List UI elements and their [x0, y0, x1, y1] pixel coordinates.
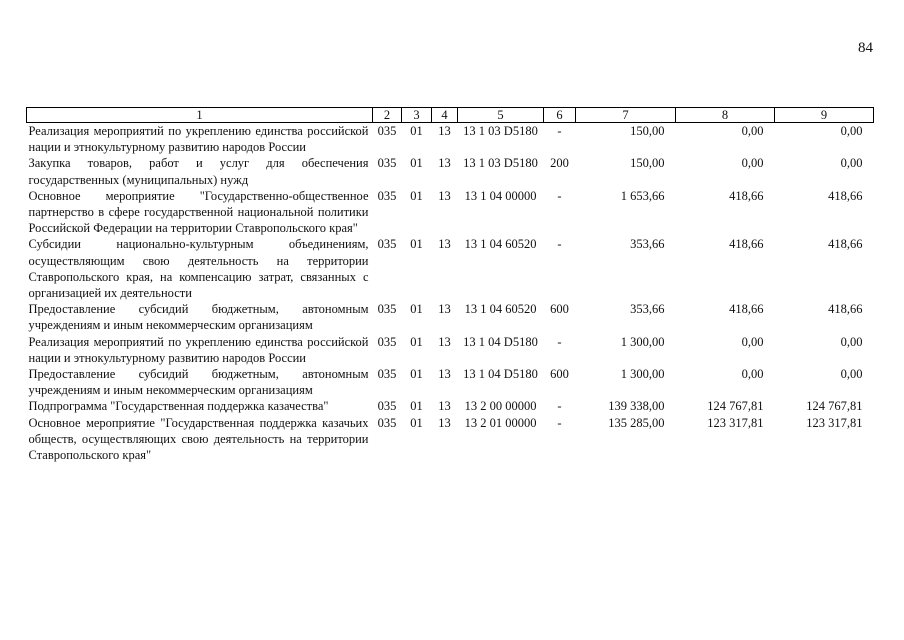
section-code: 01	[410, 415, 423, 430]
item-name: Реализация мероприятий по укреплению единства российской нации и этнокультурному развитию народов России	[28, 334, 369, 365]
expense-type-code: -	[557, 188, 562, 203]
subsection-code: 13	[438, 124, 451, 138]
column-header-row	[27, 108, 874, 123]
amount-col9: 124 767,81	[806, 399, 863, 414]
table-row	[27, 188, 874, 237]
section-code: 01	[410, 124, 423, 138]
budget-table	[26, 107, 874, 463]
target-article-code: 13 2 00 00000	[464, 399, 537, 414]
amount-col8: 123 317,81	[707, 415, 764, 430]
admin-code: 035	[377, 415, 397, 430]
table-row	[27, 398, 874, 414]
subsection-code: 13	[438, 334, 451, 349]
item-name: Закупка товаров, работ и услуг для обеспечения государственных (муниципальных) нужд	[28, 156, 369, 187]
column-header: 6	[544, 108, 576, 123]
amount-col8: 0,00	[741, 156, 764, 171]
expense-type-code: 600	[550, 367, 569, 382]
expense-type-code: -	[557, 399, 562, 414]
expense-type-code: -	[557, 237, 562, 252]
amount-col9: 123 317,81	[806, 415, 863, 430]
table-row	[27, 301, 874, 333]
section-code: 01	[410, 188, 423, 203]
item-name: Предоставление субсидий бюджетным, автономным учреждениям и иным некоммерческим организациям	[28, 302, 369, 333]
column-header: 5	[458, 108, 544, 123]
table-row	[27, 155, 874, 187]
amount-col8: 124 767,81	[707, 399, 764, 414]
table-row	[27, 334, 874, 366]
admin-code: 035	[377, 156, 397, 171]
admin-code: 035	[377, 399, 397, 414]
item-name: Основное мероприятие "Государственно-общественное партнерство в сфере государственной национальной политики Российской Федерации на территории Ставропольского края"	[28, 188, 369, 236]
target-article-code: 13 2 01 00000	[464, 415, 537, 430]
amount-col7: 139 338,00	[608, 399, 665, 414]
subsection-code: 13	[438, 399, 451, 414]
table-row	[27, 366, 874, 398]
subsection-code: 13	[438, 156, 451, 171]
section-code: 01	[410, 237, 423, 252]
column-header: 8	[676, 108, 775, 123]
target-article-code: 13 1 04 D5180	[463, 367, 538, 382]
amount-col8: 418,66	[729, 237, 764, 252]
admin-code: 035	[377, 188, 397, 203]
subsection-code: 13	[438, 302, 451, 317]
amount-col8: 418,66	[729, 302, 764, 317]
table-row	[27, 123, 874, 156]
amount-col7: 150,00	[630, 124, 665, 138]
item-name: Подпрограмма "Государственная поддержка казачества"	[28, 399, 329, 414]
page-number: 84	[858, 40, 873, 56]
amount-col9: 0,00	[840, 156, 863, 171]
amount-col9: 0,00	[840, 334, 863, 349]
amount-col8: 0,00	[741, 367, 764, 382]
expense-type-code: -	[557, 334, 562, 349]
section-code: 01	[410, 302, 423, 317]
section-code: 01	[410, 156, 423, 171]
subsection-code: 13	[438, 415, 451, 430]
admin-code: 035	[377, 124, 397, 138]
admin-code: 035	[377, 367, 397, 382]
subsection-code: 13	[438, 237, 451, 252]
amount-col7: 1 300,00	[620, 367, 665, 382]
target-article-code: 13 1 03 D5180	[463, 124, 538, 138]
target-article-code: 13 1 03 D5180	[463, 156, 538, 171]
section-code: 01	[410, 399, 423, 414]
amount-col9: 0,00	[840, 367, 863, 382]
amount-col7: 1 653,66	[620, 188, 665, 203]
item-name: Субсидии национально-культурным объединениям, осуществляющим свою деятельность на территории Ставропольского края, на компенсацию затрат, связанных с организацией их деятельности	[28, 237, 369, 301]
column-header: 7	[576, 108, 676, 123]
column-header: 2	[373, 108, 402, 123]
amount-col8: 0,00	[741, 124, 764, 138]
column-header: 1	[27, 108, 373, 123]
target-article-code: 13 1 04 60520	[464, 302, 537, 317]
amount-col7: 1 300,00	[620, 334, 665, 349]
amount-col7: 353,66	[630, 237, 665, 252]
amount-col8: 0,00	[741, 334, 764, 349]
expense-type-code: -	[557, 415, 562, 430]
expense-type-code: -	[557, 124, 562, 138]
amount-col7: 150,00	[630, 156, 665, 171]
expense-type-code: 600	[550, 302, 569, 317]
subsection-code: 13	[438, 367, 451, 382]
table-row	[27, 415, 874, 464]
subsection-code: 13	[438, 188, 451, 203]
target-article-code: 13 1 04 00000	[464, 188, 537, 203]
section-code: 01	[410, 334, 423, 349]
target-article-code: 13 1 04 D5180	[463, 334, 538, 349]
admin-code: 035	[377, 302, 397, 317]
admin-code: 035	[377, 334, 397, 349]
amount-col7: 353,66	[630, 302, 665, 317]
amount-col9: 418,66	[828, 188, 863, 203]
column-header: 9	[775, 108, 874, 123]
expense-type-code: 200	[550, 156, 569, 171]
column-header: 3	[402, 108, 432, 123]
table-row	[27, 236, 874, 301]
item-name: Реализация мероприятий по укреплению единства российской нации и этнокультурному развитию народов России	[28, 124, 369, 155]
amount-col8: 418,66	[729, 188, 764, 203]
amount-col7: 135 285,00	[608, 415, 665, 430]
target-article-code: 13 1 04 60520	[464, 237, 537, 252]
section-code: 01	[410, 367, 423, 382]
item-name: Предоставление субсидий бюджетным, автономным учреждениям и иным некоммерческим организациям	[28, 367, 369, 398]
amount-col9: 418,66	[828, 302, 863, 317]
amount-col9: 418,66	[828, 237, 863, 252]
admin-code: 035	[377, 237, 397, 252]
amount-col9: 0,00	[840, 124, 863, 138]
item-name: Основное мероприятие "Государственная поддержка казачьих обществ, осуществляющих свою деятельность на территории Ставропольского края"	[28, 415, 369, 463]
column-header: 4	[432, 108, 458, 123]
